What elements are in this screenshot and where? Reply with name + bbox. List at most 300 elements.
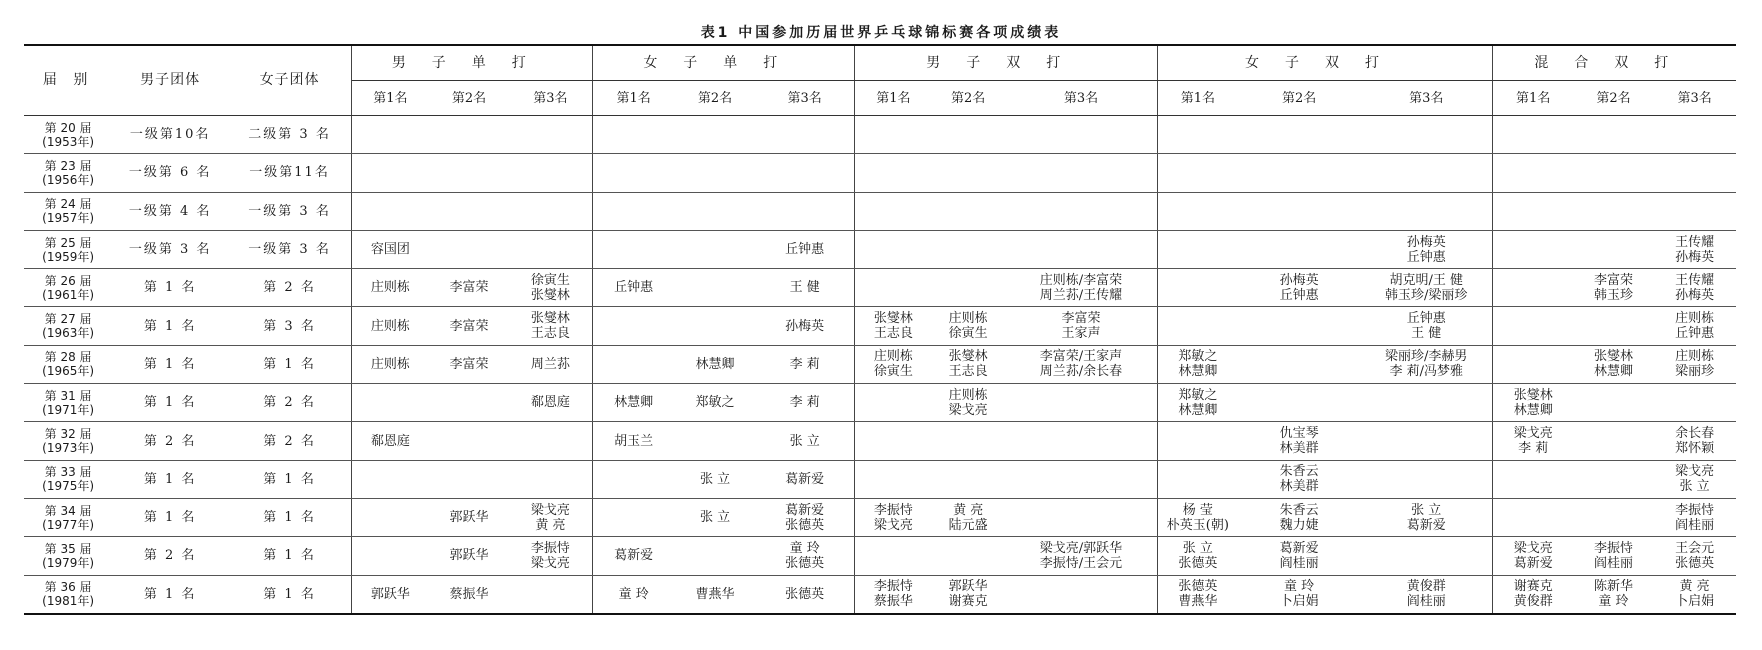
- women-doubles-place-2: [1237, 537, 1361, 575]
- player-name: 张燮林: [948, 349, 988, 365]
- player-name: 林慧卿: [1178, 402, 1218, 418]
- men-team-result: 一级第10名: [112, 116, 228, 154]
- player-name: 庄则栋: [370, 356, 410, 372]
- women-singles-place-2: [675, 345, 756, 383]
- player-name: 李 莉: [789, 395, 820, 411]
- mixed-doubles-place-1: [1492, 154, 1574, 192]
- men-doubles-place-2: [932, 384, 1005, 422]
- men-singles-place-3: [509, 230, 592, 268]
- player-name: 童 玲: [789, 540, 820, 556]
- women-doubles-place-1: [1158, 575, 1237, 614]
- men-doubles-place-1: [855, 230, 932, 268]
- women-doubles-place-1: [1158, 498, 1237, 536]
- mixed-doubles-place-2: [1574, 230, 1653, 268]
- player-name: 庄则栋: [370, 318, 410, 334]
- player-name: 黄 亮: [535, 517, 566, 533]
- header-men-team: 男子团体: [112, 45, 228, 116]
- edition-label: 第 26 届: [44, 273, 92, 288]
- header-edition: 届 别: [24, 45, 112, 116]
- women-singles-place-2: [675, 116, 756, 154]
- women-doubles-place-3: [1361, 575, 1492, 614]
- edition-year: (1956年): [42, 172, 95, 187]
- player-name: 梁戈亮: [530, 502, 570, 518]
- player-name: 黄俊群: [1513, 594, 1553, 610]
- men-singles-place-2: [429, 154, 510, 192]
- edition-label: 第 20 届: [44, 120, 92, 135]
- men-doubles-place-2: [932, 269, 1005, 307]
- player-name: 陆元盛: [948, 517, 988, 533]
- mixed-doubles-place-2: [1574, 384, 1653, 422]
- women-singles-place-1: [592, 230, 675, 268]
- women-singles-place-1: [592, 269, 675, 307]
- player-name: 卜启娟: [1279, 594, 1319, 610]
- men-singles-place-3: [509, 575, 592, 614]
- player-name: 张 立: [1182, 540, 1213, 556]
- results-table: [24, 44, 1736, 615]
- edition-year: (1973年): [42, 441, 95, 456]
- men-singles-place-3: [509, 154, 592, 192]
- men-team-result: 第 1 名: [112, 345, 228, 383]
- player-name: 林慧卿: [1513, 402, 1553, 418]
- player-name: 庄则栋: [1675, 311, 1715, 327]
- mixed-doubles-place-1: [1492, 192, 1574, 230]
- men-singles-place-1: [352, 460, 429, 498]
- mixed-doubles-place-3: [1653, 575, 1736, 614]
- header-place-1: 第1名: [352, 81, 429, 116]
- mixed-doubles-place-3: [1653, 116, 1736, 154]
- edition-year: (1961年): [42, 287, 95, 302]
- header-men-doubles: 男子双打: [855, 45, 1158, 81]
- player-name: 张 立: [789, 433, 820, 449]
- table-row: [24, 575, 1736, 614]
- men-singles-place-3: [509, 345, 592, 383]
- women-doubles-place-2: [1237, 192, 1361, 230]
- player-name: 黄俊群: [1406, 579, 1446, 595]
- player-name: 李振恃: [873, 502, 913, 518]
- women-singles-place-2: [675, 384, 756, 422]
- women-singles-place-1: [592, 460, 675, 498]
- edition-label: 第 24 届: [44, 197, 92, 212]
- men-doubles-place-2: [932, 192, 1005, 230]
- table-row: [24, 422, 1736, 460]
- edition-year: (1953年): [42, 134, 95, 149]
- men-doubles-place-1: [855, 498, 932, 536]
- women-singles-place-3: [755, 537, 854, 575]
- men-doubles-place-2: [932, 498, 1005, 536]
- player-name: 陈新华: [1593, 579, 1633, 595]
- mixed-doubles-place-2: [1574, 498, 1653, 536]
- player-name: 张德英: [1178, 579, 1218, 595]
- table-row: [24, 345, 1736, 383]
- edition-year: (1957年): [42, 211, 95, 226]
- women-doubles-place-2: [1237, 269, 1361, 307]
- women-singles-place-3: [755, 345, 854, 383]
- women-doubles-place-3: [1361, 192, 1492, 230]
- women-doubles-place-1: [1158, 230, 1237, 268]
- player-name: 张德英: [785, 517, 825, 533]
- player-name: 李富荣: [1061, 311, 1101, 327]
- edition-label: 第 35 届: [44, 541, 92, 556]
- mixed-doubles-place-3: [1653, 422, 1736, 460]
- edition-cell: [24, 230, 112, 268]
- player-name: 黄 亮: [953, 502, 984, 518]
- men-doubles-place-3: [1005, 269, 1158, 307]
- header-row-groups: [24, 45, 1736, 81]
- men-singles-place-1: [352, 345, 429, 383]
- results-body: [24, 116, 1736, 615]
- men-doubles-place-1: [855, 460, 932, 498]
- player-name: 梁戈亮: [1513, 540, 1553, 556]
- player-name: 庄则栋: [873, 349, 913, 365]
- player-name: 李 莉/冯梦雅: [1389, 364, 1463, 380]
- table-title: 表1 中国参加历届世界乒乓球锦标赛各项成绩表: [700, 25, 1062, 41]
- women-doubles-place-3: [1361, 498, 1492, 536]
- men-doubles-place-2: [932, 154, 1005, 192]
- women-singles-place-1: [592, 537, 675, 575]
- women-doubles-place-3: [1361, 116, 1492, 154]
- mixed-doubles-place-3: [1653, 537, 1736, 575]
- header-place-3: 第3名: [1005, 81, 1158, 116]
- edition-cell: [24, 269, 112, 307]
- player-name: 李振恃: [1593, 540, 1633, 556]
- player-name: 林慧卿: [614, 395, 654, 411]
- men-singles-place-3: [509, 116, 592, 154]
- player-name: 林美群: [1279, 441, 1319, 457]
- women-team-result: 二级第 3 名: [228, 116, 352, 154]
- men-singles-place-1: [352, 575, 429, 614]
- women-team-result: 第 1 名: [228, 537, 352, 575]
- men-singles-place-1: [352, 192, 429, 230]
- player-name: 韩玉珍/梁丽珍: [1385, 287, 1468, 303]
- mixed-doubles-place-1: [1492, 384, 1574, 422]
- mixed-doubles-place-1: [1492, 116, 1574, 154]
- men-doubles-place-1: [855, 422, 932, 460]
- player-name: 梁戈亮: [948, 402, 988, 418]
- women-singles-place-2: [675, 537, 756, 575]
- women-singles-place-3: [755, 116, 854, 154]
- player-name: 葛新爱: [1406, 517, 1446, 533]
- player-name: 梁戈亮: [1513, 426, 1553, 442]
- player-name: 葛新爱: [785, 471, 825, 487]
- header-place-1: 第1名: [855, 81, 932, 116]
- women-team-result: 第 1 名: [228, 460, 352, 498]
- women-doubles-place-1: [1158, 384, 1237, 422]
- header-place-3: 第3名: [755, 81, 854, 116]
- edition-cell: [24, 422, 112, 460]
- player-name: 李 莉: [1518, 441, 1549, 457]
- player-name: 阎桂丽: [1675, 517, 1715, 533]
- mixed-doubles-place-2: [1574, 192, 1653, 230]
- player-name: 丘钟惠: [1406, 311, 1446, 327]
- player-name: 葛新爱: [1513, 555, 1553, 571]
- player-name: 郗恩庭: [530, 395, 570, 411]
- men-doubles-place-1: [855, 575, 932, 614]
- player-name: 谢赛克: [948, 594, 988, 610]
- men-team-result: 一级第 4 名: [112, 192, 228, 230]
- men-doubles-place-2: [932, 345, 1005, 383]
- men-doubles-place-3: [1005, 422, 1158, 460]
- edition-cell: [24, 192, 112, 230]
- men-doubles-place-2: [932, 422, 1005, 460]
- women-singles-place-2: [675, 460, 756, 498]
- mixed-doubles-place-2: [1574, 575, 1653, 614]
- men-doubles-place-1: [855, 537, 932, 575]
- edition-label: 第 33 届: [44, 465, 92, 480]
- edition-cell: [24, 307, 112, 345]
- player-name: 丘钟惠: [1279, 287, 1319, 303]
- women-team-result: 第 1 名: [228, 575, 352, 614]
- women-doubles-place-3: [1361, 384, 1492, 422]
- men-doubles-place-3: [1005, 460, 1158, 498]
- player-name: 徐寅生: [873, 364, 913, 380]
- player-name: 梁戈亮: [873, 517, 913, 533]
- table-row: [24, 269, 1736, 307]
- player-name: 郑敏之: [695, 395, 735, 411]
- men-singles-place-2: [429, 460, 510, 498]
- women-doubles-place-3: [1361, 460, 1492, 498]
- men-team-result: 一级第 6 名: [112, 154, 228, 192]
- women-doubles-place-1: [1158, 345, 1237, 383]
- women-singles-place-3: [755, 269, 854, 307]
- men-singles-place-1: [352, 307, 429, 345]
- women-singles-place-3: [755, 460, 854, 498]
- player-name: 童 玲: [1598, 594, 1629, 610]
- player-name: 郑怀颖: [1675, 441, 1715, 457]
- player-name: 孙梅英: [1675, 287, 1715, 303]
- header-women-doubles: 女子双打: [1158, 45, 1492, 81]
- player-name: 卜启娟: [1675, 594, 1715, 610]
- women-doubles-place-1: [1158, 116, 1237, 154]
- mixed-doubles-place-2: [1574, 345, 1653, 383]
- men-singles-place-2: [429, 537, 510, 575]
- edition-cell: [24, 575, 112, 614]
- mixed-doubles-place-3: [1653, 230, 1736, 268]
- header-women-team: 女子团体: [228, 45, 352, 116]
- player-name: 张德英: [1675, 555, 1715, 571]
- player-name: 阎桂丽: [1406, 594, 1446, 610]
- women-doubles-place-2: [1237, 230, 1361, 268]
- men-doubles-place-1: [855, 154, 932, 192]
- women-doubles-place-3: [1361, 537, 1492, 575]
- player-name: 张德英: [1178, 555, 1218, 571]
- men-doubles-place-1: [855, 269, 932, 307]
- mixed-doubles-place-3: [1653, 269, 1736, 307]
- header-place-2: 第2名: [675, 81, 756, 116]
- edition-year: (1981年): [42, 594, 95, 609]
- men-team-result: 第 1 名: [112, 384, 228, 422]
- player-name: 梁戈亮/郭跃华: [1039, 540, 1123, 556]
- mixed-doubles-place-2: [1574, 154, 1653, 192]
- player-name: 朱香云: [1279, 502, 1319, 518]
- player-name: 童 玲: [618, 586, 649, 602]
- player-name: 仇宝琴: [1279, 426, 1319, 442]
- player-name: 李振恃/王会元: [1039, 555, 1123, 571]
- women-doubles-place-3: [1361, 230, 1492, 268]
- men-singles-place-1: [352, 269, 429, 307]
- women-team-result: 第 1 名: [228, 345, 352, 383]
- women-team-result: 第 1 名: [228, 498, 352, 536]
- men-team-result: 第 1 名: [112, 269, 228, 307]
- women-singles-place-1: [592, 498, 675, 536]
- women-doubles-place-2: [1237, 384, 1361, 422]
- player-name: 王传耀: [1675, 272, 1715, 288]
- player-name: 李 莉: [789, 356, 820, 372]
- women-singles-place-1: [592, 154, 675, 192]
- player-name: 周兰荪/王传耀: [1039, 287, 1123, 303]
- women-singles-place-3: [755, 154, 854, 192]
- men-singles-place-3: [509, 269, 592, 307]
- women-singles-place-3: [755, 422, 854, 460]
- player-name: 黄 亮: [1679, 579, 1710, 595]
- mixed-doubles-place-2: [1574, 460, 1653, 498]
- player-name: 王志良: [873, 326, 913, 342]
- edition-cell: [24, 537, 112, 575]
- header-place-3: 第3名: [1361, 81, 1492, 116]
- men-singles-place-1: [352, 230, 429, 268]
- men-doubles-place-3: [1005, 154, 1158, 192]
- men-singles-place-2: [429, 384, 510, 422]
- player-name: 林美群: [1279, 479, 1319, 495]
- women-team-result: 一级第 3 名: [228, 192, 352, 230]
- mixed-doubles-place-3: [1653, 154, 1736, 192]
- table-row: [24, 384, 1736, 422]
- player-name: 张 立: [1411, 502, 1442, 518]
- player-name: 郭跃华: [449, 510, 489, 526]
- edition-year: (1977年): [42, 517, 95, 532]
- women-doubles-place-3: [1361, 422, 1492, 460]
- table-row: [24, 307, 1736, 345]
- women-singles-place-3: [755, 575, 854, 614]
- player-name: 周兰荪: [530, 356, 570, 372]
- player-name: 葛新爱: [785, 502, 825, 518]
- player-name: 童 玲: [1284, 579, 1315, 595]
- edition-year: (1979年): [42, 555, 95, 570]
- men-doubles-place-1: [855, 192, 932, 230]
- men-singles-place-2: [429, 422, 510, 460]
- men-doubles-place-1: [855, 307, 932, 345]
- player-name: 徐寅生: [948, 326, 988, 342]
- player-name: 王会元: [1675, 540, 1715, 556]
- mixed-doubles-place-3: [1653, 498, 1736, 536]
- men-team-result: 第 1 名: [112, 498, 228, 536]
- women-doubles-place-1: [1158, 460, 1237, 498]
- mixed-doubles-place-1: [1492, 498, 1574, 536]
- women-singles-place-1: [592, 384, 675, 422]
- mixed-doubles-place-1: [1492, 460, 1574, 498]
- women-doubles-place-2: [1237, 154, 1361, 192]
- edition-year: (1959年): [42, 249, 95, 264]
- player-name: 庄则栋: [948, 387, 988, 403]
- women-singles-place-1: [592, 192, 675, 230]
- men-doubles-place-3: [1005, 230, 1158, 268]
- player-name: 余长春: [1675, 426, 1715, 442]
- mixed-doubles-place-2: [1574, 116, 1653, 154]
- player-name: 张德英: [785, 555, 825, 571]
- player-name: 林慧卿: [695, 356, 735, 372]
- header-place-3: 第3名: [509, 81, 592, 116]
- men-singles-place-2: [429, 307, 510, 345]
- mixed-doubles-place-1: [1492, 230, 1574, 268]
- women-singles-place-2: [675, 422, 756, 460]
- mixed-doubles-place-3: [1653, 307, 1736, 345]
- player-name: 胡玉兰: [614, 433, 654, 449]
- mixed-doubles-place-3: [1653, 460, 1736, 498]
- women-singles-place-2: [675, 230, 756, 268]
- women-singles-place-2: [675, 154, 756, 192]
- header-place-1: 第1名: [1158, 81, 1237, 116]
- header-place-2: 第2名: [1237, 81, 1361, 116]
- men-doubles-place-1: [855, 345, 932, 383]
- header-place-1: 第1名: [1492, 81, 1574, 116]
- women-singles-place-2: [675, 575, 756, 614]
- player-name: 丘钟惠: [1406, 249, 1446, 265]
- men-team-result: 第 2 名: [112, 537, 228, 575]
- men-singles-place-2: [429, 269, 510, 307]
- men-doubles-place-3: [1005, 537, 1158, 575]
- men-singles-place-3: [509, 192, 592, 230]
- player-name: 郭跃华: [948, 579, 988, 595]
- men-singles-place-1: [352, 384, 429, 422]
- mixed-doubles-place-2: [1574, 307, 1653, 345]
- men-singles-place-1: [352, 422, 429, 460]
- men-singles-place-2: [429, 345, 510, 383]
- header-place-2: 第2名: [1574, 81, 1653, 116]
- men-doubles-place-1: [855, 116, 932, 154]
- player-name: 朱香云: [1279, 464, 1319, 480]
- edition-year: (1975年): [42, 479, 95, 494]
- women-singles-place-2: [675, 307, 756, 345]
- women-doubles-place-2: [1237, 116, 1361, 154]
- player-name: 庄则栋: [370, 280, 410, 296]
- player-name: 林慧卿: [1593, 364, 1633, 380]
- mixed-doubles-place-1: [1492, 269, 1574, 307]
- player-name: 张燮林: [1593, 349, 1633, 365]
- mixed-doubles-place-3: [1653, 345, 1736, 383]
- header-men-singles: 男子单打: [352, 45, 592, 81]
- header-mixed-doubles: 混合双打: [1492, 45, 1736, 81]
- men-doubles-place-1: [855, 384, 932, 422]
- men-singles-place-2: [429, 498, 510, 536]
- women-team-result: 第 3 名: [228, 307, 352, 345]
- table-row: [24, 537, 1736, 575]
- women-doubles-place-2: [1237, 575, 1361, 614]
- women-doubles-place-3: [1361, 269, 1492, 307]
- men-doubles-place-2: [932, 230, 1005, 268]
- women-singles-place-1: [592, 116, 675, 154]
- men-singles-place-3: [509, 460, 592, 498]
- player-name: 李富荣: [449, 280, 489, 296]
- mixed-doubles-place-3: [1653, 384, 1736, 422]
- player-name: 魏力婕: [1279, 517, 1319, 533]
- player-name: 胡克明/王 健: [1389, 272, 1463, 288]
- player-name: 庄则栋: [1675, 349, 1715, 365]
- mixed-doubles-place-1: [1492, 422, 1574, 460]
- edition-year: (1965年): [42, 364, 95, 379]
- women-doubles-place-3: [1361, 345, 1492, 383]
- player-name: 郗恩庭: [370, 433, 410, 449]
- player-name: 郑敏之: [1178, 387, 1218, 403]
- player-name: 梁戈亮: [1675, 464, 1715, 480]
- player-name: 张 立: [699, 510, 731, 526]
- player-name: 郭跃华: [370, 586, 410, 602]
- player-name: 王志良: [948, 364, 988, 380]
- women-singles-place-3: [755, 230, 854, 268]
- women-doubles-place-1: [1158, 422, 1237, 460]
- women-singles-place-1: [592, 345, 675, 383]
- men-singles-place-1: [352, 154, 429, 192]
- edition-cell: [24, 460, 112, 498]
- mixed-doubles-place-1: [1492, 537, 1574, 575]
